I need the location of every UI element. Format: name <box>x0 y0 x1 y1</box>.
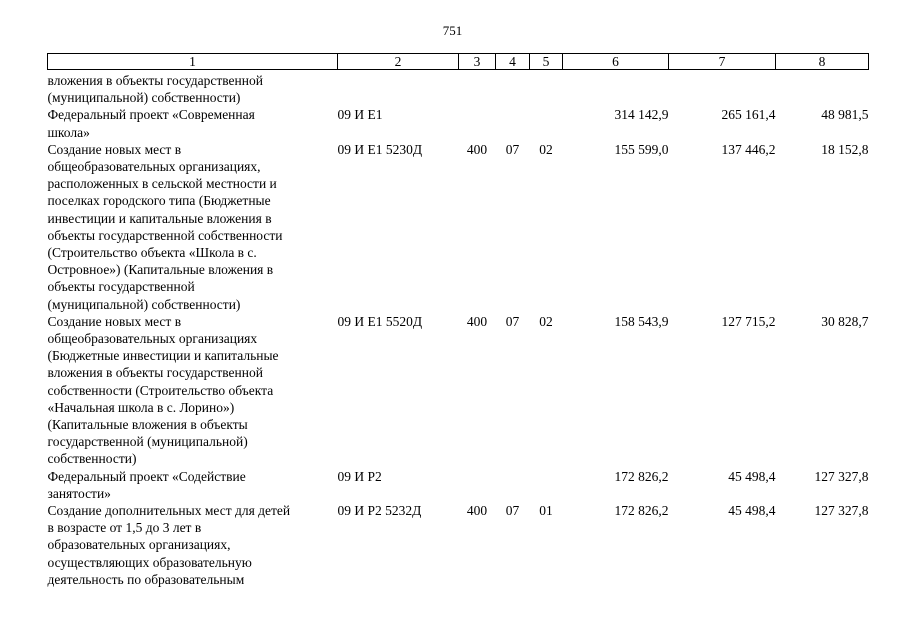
table-row <box>48 313 869 468</box>
subsection-cell: 02 <box>539 313 553 329</box>
name-line: государственной (муниципальной) <box>47 434 248 450</box>
section-cell: 07 <box>505 313 520 329</box>
name-line: объекты государственной собственности <box>47 227 283 243</box>
expense-type-cell: 400 <box>466 313 488 329</box>
name-line: (Бюджетные инвестиции и капитальные <box>47 348 279 364</box>
column-header-4: 4 <box>496 54 530 70</box>
name-line: Федеральный проект «Содействие <box>47 468 246 484</box>
name-line: вложения в объекты государственной <box>47 73 263 88</box>
amount-col7-cell: 45 498,4 <box>728 503 776 519</box>
name-line: (муниципальной) собственности) <box>47 296 241 312</box>
amount-col7-cell: 137 446,2 <box>721 141 776 157</box>
name-line: общеобразовательных организациях <box>47 331 258 347</box>
column-header-8: 8 <box>776 54 869 70</box>
target-code-cell: 09 И Е1 <box>337 107 383 123</box>
name-line: Создание новых мест в <box>47 313 182 329</box>
amount-col8-cell <box>776 70 869 107</box>
amount-col7-cell: 45 498,4 <box>728 468 776 484</box>
name-line: «Начальная школа в с. Лорино») <box>47 399 235 415</box>
target-code-cell: 09 И Е1 5520Д <box>337 313 423 329</box>
name-line: школа» <box>47 124 90 140</box>
expense-type-cell <box>459 106 496 140</box>
table-row <box>48 468 869 502</box>
name-line: (муниципальной) собственности) <box>47 90 241 106</box>
column-header-1: 1 <box>48 54 338 70</box>
row-name-cell <box>48 468 338 502</box>
name-line: расположенных в сельской местности и <box>47 176 277 192</box>
expense-type-cell <box>459 468 496 502</box>
subsection-cell <box>530 106 563 140</box>
name-line: (Строительство объекта «Школа в с. <box>47 245 257 261</box>
section-cell: 07 <box>505 141 520 157</box>
table-row <box>48 106 869 140</box>
column-number-header-row <box>48 54 869 70</box>
subsection-cell: 01 <box>539 503 553 519</box>
target-code-cell: 09 И Р2 <box>337 468 382 484</box>
column-header-6: 6 <box>563 54 669 70</box>
expense-type-cell: 400 <box>466 503 488 519</box>
name-line: собственности (Строительство объекта <box>47 382 274 398</box>
row-name-cell <box>48 313 338 468</box>
amount-col7-cell: 127 715,2 <box>721 313 776 329</box>
amount-col8-cell: 30 828,7 <box>821 313 869 329</box>
name-line: инвестиции и капитальные вложения в <box>47 210 272 226</box>
section-cell: 07 <box>505 503 520 519</box>
name-line: занятости» <box>47 485 111 501</box>
row-name-cell <box>48 141 338 313</box>
column-header-2: 2 <box>338 54 459 70</box>
name-line: деятельность по образовательным <box>47 571 245 587</box>
amount-col6-cell: 172 826,2 <box>614 503 669 519</box>
amount-col7-cell: 265 161,4 <box>721 107 776 123</box>
name-line: (Капитальные вложения в объекты <box>47 417 248 433</box>
amount-col6-cell: 314 142,9 <box>614 107 669 123</box>
name-line: Островное») (Капитальные вложения в <box>47 262 274 278</box>
amount-col8-cell: 127 327,8 <box>814 503 869 519</box>
column-header-3: 3 <box>459 54 496 70</box>
page-number: 751 <box>442 23 463 38</box>
column-header-7: 7 <box>669 54 776 70</box>
amount-col8-cell: 48 981,5 <box>821 107 869 123</box>
name-line: общеобразовательных организациях, <box>47 159 261 175</box>
expense-type-cell <box>459 70 496 107</box>
section-cell <box>496 468 530 502</box>
name-line: в возрасте от 1,5 до 3 лет в <box>47 520 202 536</box>
target-code-cell <box>338 70 459 107</box>
table-row <box>48 502 869 588</box>
target-code-cell: 09 И Е1 5230Д <box>337 141 423 157</box>
amount-col8-cell: 18 152,8 <box>821 141 869 157</box>
name-line: объекты государственной <box>47 279 195 295</box>
target-code-cell: 09 И Р2 5232Д <box>337 503 422 519</box>
amount-col6-cell: 158 543,9 <box>614 313 669 329</box>
name-line: Федеральный проект «Современная <box>47 107 255 123</box>
budget-table <box>47 53 869 588</box>
name-line: Создание дополнительных мест для детей <box>47 503 291 519</box>
subsection-cell <box>530 70 563 107</box>
amount-col6-cell <box>563 70 669 107</box>
section-cell <box>496 106 530 140</box>
table-row <box>48 141 869 313</box>
amount-col8-cell: 127 327,8 <box>814 468 869 484</box>
subsection-cell <box>530 468 563 502</box>
name-line: образовательных организациях, <box>47 537 231 553</box>
name-line: Создание новых мест в <box>47 141 182 157</box>
name-line: осуществляющих образовательную <box>47 554 252 570</box>
amount-col6-cell: 155 599,0 <box>614 141 669 157</box>
subsection-cell: 02 <box>539 141 553 157</box>
amount-col6-cell: 172 826,2 <box>614 468 669 484</box>
table-row <box>48 70 869 107</box>
name-line: вложения в объекты государственной <box>47 365 263 381</box>
row-name-cell <box>48 502 338 588</box>
expense-type-cell: 400 <box>466 141 488 157</box>
column-header-5: 5 <box>530 54 563 70</box>
row-name-cell <box>48 106 338 140</box>
name-line: собственности) <box>47 451 137 467</box>
amount-col7-cell <box>669 70 776 107</box>
name-line: поселках городского типа (Бюджетные <box>47 193 271 209</box>
section-cell <box>496 70 530 107</box>
row-name-cell <box>48 70 338 107</box>
